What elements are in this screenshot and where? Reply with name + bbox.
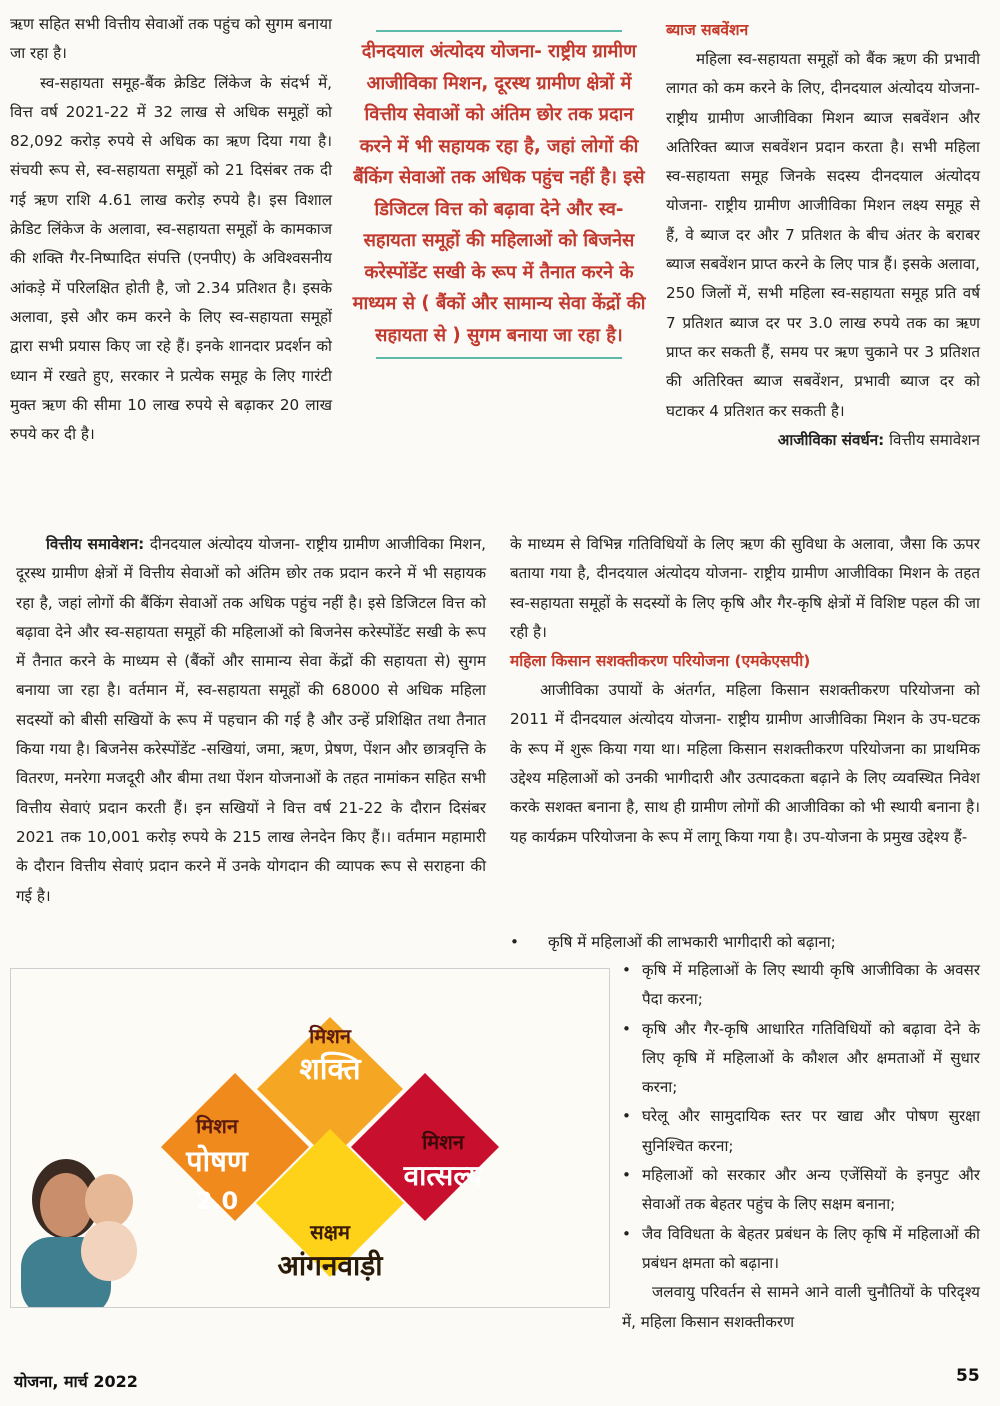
list-item: • कृषि में महिलाओं के लिए स्थायी कृषि आजीविका के अवसर पैदा करना; [622, 956, 980, 1015]
label-right-big: वात्सल्य [403, 1159, 483, 1192]
mother-child-illustration [21, 1159, 137, 1307]
label-left-num: 2.0 [195, 1187, 239, 1215]
page-number: 55 [956, 1366, 980, 1386]
section-heading: ब्याज सबवेंशन [666, 21, 749, 39]
paragraph: जलवायु परिवर्तन से सामने आने वाली चुनौतियों के परिदृश्य में, महिला किसान सशक्तीकरण [622, 1283, 980, 1331]
inline-label: वित्तीय समावेशन: [46, 535, 145, 553]
paragraph: ऋण सहित सभी वित्तीय सेवाओं तक पहुंच को सुगम बनाया जा रहा है। [10, 15, 332, 63]
quote-text: दीनदयाल अंत्योदय योजना- राष्ट्रीय ग्रामीण आजीविका मिशन, दूरस्थ ग्रामीण क्षेत्रों में वित्तीय सेवाओं को अंतिम छोर तक प्रदान करने में भी सहायक रहा है, जहां लोगों की बैंकिंग सेवाओं तक अधिक पहुंच नहीं है। इसे डिजिटल वित्त को बढ़ावा देने और स्व-सहायता समूहों की महिलाओं को बिजनेस करेस्पोंडेंट सखी के रूप में तैनात करने के माध्यम से ( बैंकों और सामान्य सेवा केंद्रों की सहायता से ) सुगम बनाया जा रहा है। [352, 41, 646, 346]
paragraph: आजीविका उपायों के अंतर्गत, महिला किसान सशक्तीकरण परियोजना को 2011 में दीनदयाल अंत्योदय योजना- राष्ट्रीय ग्रामीण आजीविका मिशन के उप-घटक के रूप में शुरू किया गया था। महिला किसान सशक्तीकरण परियोजना का प्राथमिक उद्देश्य महिलाओं को उनकी भागीदारी और उत्पादकता बढ़ाने के लिए व्यवस्थित निवेश करके सशक्त बनाना है, साथ ही ग्रामीण लोगों की आजीविका को भी स्थायी बनाना है। यह कार्यक्रम परियोजना के रूप में लागू किया गया है। उप-योजना के प्रमुख उद्देश्य हैं- [510, 681, 980, 846]
column-right-top [666, 16, 980, 455]
quote-rule-bottom [376, 357, 622, 359]
paragraph [666, 426, 980, 455]
label-bottom-big: आंगनवाड़ी [277, 1249, 383, 1282]
column-left [10, 10, 332, 449]
paragraph [16, 530, 486, 911]
inline-text: वित्तीय समावेशन [889, 430, 980, 449]
section-heading: महिला किसान सशक्तीकरण परियोजना (एमकेएसपी) [510, 652, 811, 671]
paragraph: महिला स्व-सहायता समूहों को बैंक ऋण की प्रभावी लागत को कम करने के लिए, दीनदयाल अंत्योदय योजना- राष्ट्रीय ग्रामीण आजीविका मिशन ब्याज सबवेंशन और अतिरिक्त ब्याज सबवेंशन प्रदान करता है। सभी महिला स्व-सहायता समूह जिनके सदस्य दीनदयाल अंत्योदय योजना- राष्ट्रीय ग्रामीण आजीविका मिशन लक्ष्य समूह से हैं, वे ब्याज दर और 7 प्रतिशत के बीच अंतर के बराबर ब्याज सबवेंशन प्राप्त करने के लिए पात्र हैं। इसके अलावा, 250 जिलों में, सभी महिला स्व-सहायता समूह प्रति वर्ष 7 प्रतिशत ब्याज दर पर 3.0 लाख रुपये तक का ऋण प्राप्त कर सकती हैं, समय पर ऋण चुकाने पर 3 प्रतिशत की अतिरिक्त ब्याज सबवेंशन, प्रभावी ब्याज दर को घटाकर 4 प्रतिशत कर सकती है। [666, 50, 980, 420]
list-item: • घरेलू और सामुदायिक स्तर पर खाद्य और पोषण सुरक्षा सुनिश्चित करना; [622, 1102, 980, 1161]
bullet-list-first [510, 928, 980, 957]
inline-text: दीनदयाल अंत्योदय योजना- राष्ट्रीय ग्रामीण आजीविका मिशन, दूरस्थ ग्रामीण क्षेत्रों में वित्तीय सेवाओं को अंतिम छोर तक प्रदान करने में भी सहायक रहा है, जहां लोगों की बैंकिंग सेवाओं तक अधिक पहुंच नहीं है। इसे डिजिटल वित्त को बढ़ावा देने और स्व-सहायता समूहों की महिलाओं को बिजनेस करेस्पोंडेंट सखी के रूप में तैनात करने के माध्यम से (बैंकों और सामान्य सेवा केंद्रों की सहायता से) सुगम बनाया जा रहा है। वर्तमान में, स्व-सहायता समूहों की 68000 से अधिक महिला सदस्यों को बीसी सखियों के रूप में पहचान की गई है और उन्हें प्रशिक्षित तथा तैनात किया गया है। बिजनेस करेस्पोंडेंट -सखियां, जमा, ऋण, प्रेषण, पेंशन और छात्रवृत्ति के वितरण, मनरेगा मजदूरी और बीमा तथा पेंशन योजनाओं के तहत नामांकन सहित सभी वित्तीय सेवाएं प्रदान करती हैं। इन सखियों ने वित्त वर्ष 21-22 के दौरान दिसंबर 2021 तक 10,001 करोड़ रुपये के 215 लाख लेनदेन किए हैं।। वर्तमान महामारी के दौरान वित्तीय सेवाएं प्रदान करने में उनके योगदान की व्यापक रूप से सराहना की गई है। [16, 535, 486, 905]
list-item: • जैव विविधता के बेहतर प्रबंधन के लिए कृषि में महिलाओं की प्रबंधन क्षमता को बढ़ाना। [622, 1220, 980, 1279]
pull-quote [352, 30, 646, 359]
inline-label: आजीविका संवर्धन: [777, 430, 885, 449]
label-left-big: पोषण [186, 1144, 248, 1178]
list-item: • महिलाओं को सरकार और अन्य एजेंसियों के इनपुट और सेवाओं तक बेहतर पहुंच के लिए सक्षम बनाना; [622, 1161, 980, 1220]
paragraph: के माध्यम से विभिन्न गतिविधियों के लिए ऋण की सुविधा के अलावा, जैसा कि ऊपर बताया गया है, दीनदयाल अंत्योदय योजना- राष्ट्रीय ग्रामीण आजीविका मिशन के तहत स्व-सहायता समूहों के सदस्यों के लिए कृषि और गैर-कृषि क्षेत्रों में विशिष्ट पहल की जा रही है। [510, 535, 980, 641]
label-top-big: शक्ति [299, 1052, 361, 1087]
footer-publication: योजना, मार्च 2022 [14, 1372, 138, 1391]
label-right-small: मिशन [422, 1130, 464, 1154]
list-item: • कृषि और गैर-कृषि आधारित गतिविधियों को बढ़ावा देने के लिए कृषि में महिलाओं के कौशल और क्षमताओं में सुधार करना; [622, 1015, 980, 1103]
column-lower-left [16, 530, 486, 911]
paragraph: स्व-सहायता समूह-बैंक क्रेडिट लिंकेज के संदर्भ में, वित्त वर्ष 2021-22 में 32 लाख से अधिक समूहों को 82,092 करोड़ रुपये से अधिक का ऋण दिया गया है। संचयी रूप से, स्व-सहायता समूहों को 21 दिसंबर तक दी गई ऋण राशि 4.61 लाख करोड़ रुपये है। इस विशाल क्रेडिट लिंकेज के अलावा, स्व-सहायता समूहों के कामकाज की शक्ति गैर-निष्पादित संपत्ति (एनपीए) के अविश्वसनीय आंकड़े में परिलक्षित होती है, जो 2.34 प्रतिशत है। इसके अलावा, इसे और कम करने के लिए स्व-सहायता समूहों द्वारा सभी प्रयास किए जा रहे हैं। इनके शानदार प्रदर्शन को ध्यान में रखते हुए, सरकार ने प्रत्येक समूह के लिए गारंटी मुक्त ऋण की सीमा 10 लाख रुपये से बढ़ाकर 20 लाख रुपये कर दी है। [10, 73, 332, 444]
column-lower-right [510, 530, 980, 852]
quote-rule-top [376, 30, 622, 32]
mission-infographic [10, 968, 610, 1308]
list-item: • कृषि में महिलाओं की लाभकारी भागीदारी को बढ़ाना; [510, 928, 980, 957]
label-top-small: मिशन [309, 1024, 351, 1048]
mission-diagram [11, 969, 609, 1307]
label-bottom-small: सक्षम [310, 1220, 350, 1244]
label-left-small: मिशन [196, 1114, 238, 1138]
bullet-list [622, 956, 980, 1337]
